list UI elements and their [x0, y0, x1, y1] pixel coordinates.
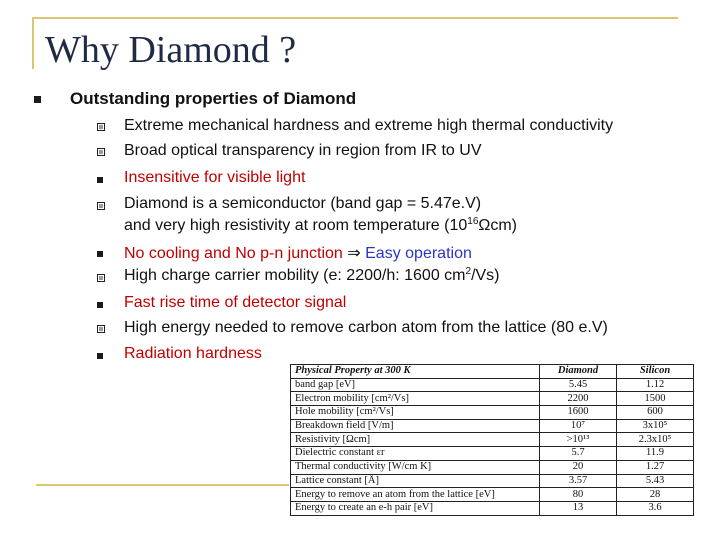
- cell-silicon: 1.12: [617, 378, 694, 392]
- cell-property: band gap [eV]: [291, 378, 540, 392]
- cell-property: Electron mobility [cm²/Vs]: [291, 392, 540, 406]
- cell-property: Energy to remove an atom from the lattice [eV]: [291, 488, 540, 502]
- table-header-row: [291, 365, 694, 379]
- cell-silicon: 3.6: [617, 501, 694, 515]
- table-row: [291, 392, 694, 406]
- cell-silicon: 2.3x10⁵: [617, 433, 694, 447]
- cell-diamond: 10⁷: [540, 419, 617, 433]
- cell-silicon: 28: [617, 488, 694, 502]
- cell-diamond: 13: [540, 501, 617, 515]
- cell-property: Resistivity [Ωcm]: [291, 433, 540, 447]
- item-3-text-line2: and very high resistivity at room temperature $(10^{16}\Omega cm)$: [124, 216, 518, 234]
- cell-property: Lattice constant [Å]: [291, 474, 540, 488]
- cell-silicon: 1500: [617, 392, 694, 406]
- cell-diamond: 1600: [540, 406, 617, 420]
- slide-title: Why Diamond ?: [45, 29, 297, 71]
- cell-diamond: 2200: [540, 392, 617, 406]
- cell-diamond: 80: [540, 488, 617, 502]
- table-row: [291, 433, 694, 447]
- table-row: [291, 474, 694, 488]
- header-silicon: Silicon: [617, 365, 694, 379]
- item-3-sub: No cooling and No p-n junction ⇒ Easy operation: [124, 245, 472, 262]
- main-heading: Outstanding properties of Diamond: [70, 89, 357, 108]
- table-row: [291, 488, 694, 502]
- cell-diamond: 5.45: [540, 378, 617, 392]
- item-3-text-line1: Diamond is a semiconductor (band gap = 5.47e.V): [124, 195, 482, 212]
- item-5-sub: Radiation hardness: [124, 345, 262, 362]
- title-frame-left-line: [32, 17, 34, 69]
- bullet-square-icon: [97, 177, 103, 183]
- table-row: [291, 378, 694, 392]
- title-frame-top-line: [32, 17, 678, 19]
- item-4-text: High charge carrier mobility (e: 2200/h: 1600 $cm^2/Vs$): [124, 266, 500, 284]
- bullet-square-icon: [97, 251, 103, 257]
- table-row: [291, 406, 694, 420]
- footer-line: [36, 484, 289, 486]
- cell-silicon: 5.43: [617, 474, 694, 488]
- item-1-text: Extreme mechanical hardness and extreme high thermal conductivity: [124, 117, 614, 134]
- header-property: Physical Property at 300 K: [291, 365, 540, 379]
- cell-diamond: 20: [540, 460, 617, 474]
- hollow-square-bullet-icon: [97, 123, 105, 131]
- table-row: [291, 419, 694, 433]
- table-row: [291, 501, 694, 515]
- table-row: [291, 460, 694, 474]
- table-row: [291, 447, 694, 461]
- item-2-text: Broad optical transparency in region from IR to UV: [124, 142, 482, 159]
- cell-silicon: 600: [617, 406, 694, 420]
- hollow-square-bullet-icon: [97, 274, 105, 282]
- cell-property: Hole mobility [cm²/Vs]: [291, 406, 540, 420]
- cell-diamond: >10¹³: [540, 433, 617, 447]
- cell-silicon: 1.27: [617, 460, 694, 474]
- hollow-square-bullet-icon: [97, 148, 105, 156]
- cell-property: Dielectric constant εr: [291, 447, 540, 461]
- item-5-text: High energy needed to remove carbon atom from the lattice (80 e.V): [124, 319, 608, 336]
- item-4-sub: Fast rise time of detector signal: [124, 294, 347, 311]
- cell-property: Thermal conductivity [W/cm K]: [291, 460, 540, 474]
- bullet-square-icon: [34, 96, 41, 103]
- hollow-square-bullet-icon: [97, 202, 105, 210]
- bullet-square-icon: [97, 353, 103, 359]
- cell-diamond: 3.57: [540, 474, 617, 488]
- header-diamond: Diamond: [540, 365, 617, 379]
- hollow-square-bullet-icon: [97, 325, 105, 333]
- cell-property: Energy to create an e-h pair [eV]: [291, 501, 540, 515]
- properties-table: [290, 364, 694, 516]
- cell-silicon: 11.9: [617, 447, 694, 461]
- cell-diamond: 5.7: [540, 447, 617, 461]
- cell-silicon: 3x10⁵: [617, 419, 694, 433]
- bullet-square-icon: [97, 302, 103, 308]
- cell-property: Breakdown field [V/m]: [291, 419, 540, 433]
- item-2-sub: Insensitive for visible light: [124, 169, 306, 186]
